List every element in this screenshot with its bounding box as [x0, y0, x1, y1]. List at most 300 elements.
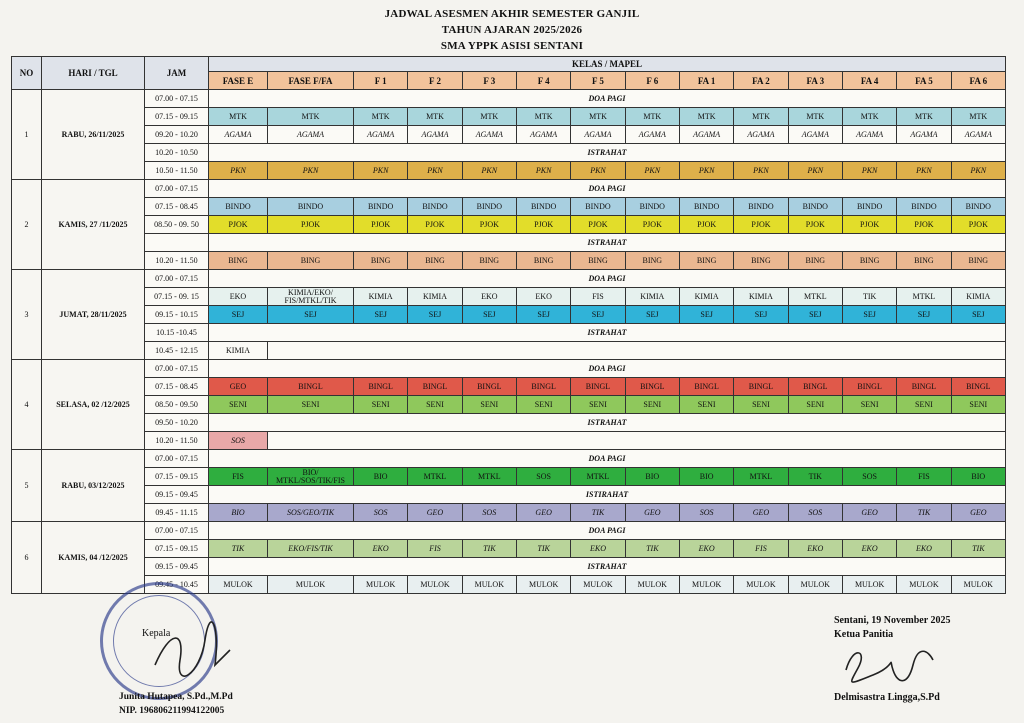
subject-cell: MULOK — [625, 576, 679, 594]
subject-cell: SEJ — [842, 306, 896, 324]
col-header-no: NO — [12, 57, 42, 90]
subject-cell: PKN — [625, 162, 679, 180]
time-slot: 09.15 - 09.45 — [145, 486, 209, 504]
schedule-row — [12, 288, 1006, 306]
subject-cell: BINDO — [209, 198, 268, 216]
subject-cell: KIMIA — [734, 288, 788, 306]
class-header: F 6 — [625, 72, 679, 90]
subject-cell: KIMIA — [625, 288, 679, 306]
col-header-jam: JAM — [145, 57, 209, 90]
subject-cell: SEJ — [679, 306, 733, 324]
subject-cell: GEO — [408, 504, 462, 522]
class-header: F 4 — [516, 72, 570, 90]
committee-signature — [838, 640, 938, 690]
day-date: SELASA, 02 /12/2025 — [42, 360, 145, 450]
subject-cell: MULOK — [268, 576, 354, 594]
subject-cell: TIK — [571, 504, 625, 522]
break-label: DOA PAGI — [209, 90, 1006, 108]
time-slot: 10.15 -10.45 — [145, 324, 209, 342]
subject-cell: TIK — [625, 540, 679, 558]
time-slot: 10.20 - 11.50 — [145, 252, 209, 270]
subject-cell: SEJ — [408, 306, 462, 324]
subject-cell: GEO — [209, 378, 268, 396]
subject-cell: PKN — [679, 162, 733, 180]
subject-cell: SEJ — [625, 306, 679, 324]
schedule-row — [12, 126, 1006, 144]
schedule-row — [12, 180, 1006, 198]
subject-cell: SOS — [516, 468, 570, 486]
subject-cell: MTK — [734, 108, 788, 126]
place-date: Sentani, 19 November 2025 — [834, 615, 951, 626]
subject-cell: MULOK — [788, 576, 842, 594]
subject-cell: PKN — [897, 162, 951, 180]
subject-cell: BINGL — [408, 378, 462, 396]
time-slot: 10.20 - 10.50 — [145, 144, 209, 162]
subject-cell: BINDO — [354, 198, 408, 216]
time-slot: 07.00 - 07.15 — [145, 180, 209, 198]
schedule-table — [11, 56, 1006, 594]
subject-cell: MTK — [516, 108, 570, 126]
subject-cell: AGAMA — [625, 126, 679, 144]
subject-cell: GEO — [516, 504, 570, 522]
schedule-row — [12, 216, 1006, 234]
subject-cell: KIMIA — [408, 288, 462, 306]
time-slot: 09.20 - 10.20 — [145, 126, 209, 144]
subject-cell: EKO — [788, 540, 842, 558]
time-slot: 07.15 - 08.45 — [145, 198, 209, 216]
schedule-row — [12, 504, 1006, 522]
time-slot: 10.45 - 12.15 — [145, 342, 209, 360]
subject-cell: MTK — [788, 108, 842, 126]
subject-cell: KIMIA — [354, 288, 408, 306]
subject-cell: MTK — [268, 108, 354, 126]
schedule-row — [12, 432, 1006, 450]
break-label: ISTRAHAT — [209, 558, 1006, 576]
schedule-row — [12, 162, 1006, 180]
class-header: FA 6 — [951, 72, 1005, 90]
day-date: KAMIS, 04 /12/2025 — [42, 522, 145, 594]
subject-cell: BINDO — [734, 198, 788, 216]
subject-cell: MULOK — [209, 576, 268, 594]
subject-cell: PJOK — [209, 216, 268, 234]
subject-cell: BINDO — [788, 198, 842, 216]
subject-cell: PKN — [354, 162, 408, 180]
subject-cell: BING — [408, 252, 462, 270]
class-header: FA 1 — [679, 72, 733, 90]
subject-cell: PJOK — [462, 216, 516, 234]
subject-cell: BING — [354, 252, 408, 270]
subject-cell: SEJ — [516, 306, 570, 324]
subject-cell: EKO — [354, 540, 408, 558]
subject-cell: SEJ — [209, 306, 268, 324]
schedule-row — [12, 378, 1006, 396]
subject-cell: SOS — [209, 432, 268, 450]
subject-cell: BIO — [354, 468, 408, 486]
schedule-row — [12, 414, 1006, 432]
subject-cell: SEJ — [571, 306, 625, 324]
title-line-2: TAHUN AJARAN 2025/2026 — [441, 24, 583, 36]
subject-cell: TIK — [897, 504, 951, 522]
subject-cell: GEO — [734, 504, 788, 522]
subject-cell: AGAMA — [897, 126, 951, 144]
schedule-row — [12, 270, 1006, 288]
subject-cell: SEJ — [788, 306, 842, 324]
subject-cell: BIO — [625, 468, 679, 486]
subject-cell: MULOK — [571, 576, 625, 594]
subject-cell: SOS — [462, 504, 516, 522]
schedule-row — [12, 540, 1006, 558]
subject-cell: EKO — [842, 540, 896, 558]
subject-cell: BINGL — [516, 378, 570, 396]
subject-cell: TIK — [209, 540, 268, 558]
subject-cell: PJOK — [571, 216, 625, 234]
principal-name: Junita Hutapea, S.Pd.,M.Pd — [119, 692, 233, 702]
class-header: FA 5 — [897, 72, 951, 90]
schedule-row — [12, 90, 1006, 108]
subject-cell: PKN — [788, 162, 842, 180]
class-header: F 3 — [462, 72, 516, 90]
schedule-row — [12, 522, 1006, 540]
subject-cell: SENI — [788, 396, 842, 414]
subject-cell: AGAMA — [462, 126, 516, 144]
subject-cell: PJOK — [354, 216, 408, 234]
subject-cell: AGAMA — [516, 126, 570, 144]
subject-cell: SENI — [571, 396, 625, 414]
subject-cell: KIMIA/EKO/ FIS/MTKL/TIK — [268, 288, 354, 306]
class-header: FASE E — [209, 72, 268, 90]
subject-cell: PJOK — [625, 216, 679, 234]
subject-cell: TIK — [951, 540, 1005, 558]
time-slot: 09.15 - 10.15 — [145, 306, 209, 324]
empty-cell — [268, 342, 1006, 360]
principal-title: Kepala — [142, 628, 171, 639]
subject-cell: BINGL — [842, 378, 896, 396]
time-slot: 09.45 - 11.15 — [145, 504, 209, 522]
subject-cell: MTK — [679, 108, 733, 126]
subject-cell: PKN — [408, 162, 462, 180]
break-label: DOA PAGI — [209, 450, 1006, 468]
subject-cell: BINDO — [268, 198, 354, 216]
class-header: F 1 — [354, 72, 408, 90]
time-slot: 09.50 - 10.20 — [145, 414, 209, 432]
subject-cell: FIS — [571, 288, 625, 306]
subject-cell: BINDO — [516, 198, 570, 216]
schedule-row — [12, 396, 1006, 414]
subject-cell: BINGL — [571, 378, 625, 396]
subject-cell: MTK — [354, 108, 408, 126]
subject-cell: FIS — [897, 468, 951, 486]
subject-cell: BIO — [209, 504, 268, 522]
time-slot: 07.15 - 08.45 — [145, 378, 209, 396]
subject-cell: AGAMA — [408, 126, 462, 144]
subject-cell: AGAMA — [788, 126, 842, 144]
subject-cell: TIK — [842, 288, 896, 306]
subject-cell: MTKL — [734, 468, 788, 486]
title-line-1: JADWAL ASESMEN AKHIR SEMESTER GANJIL — [384, 8, 640, 20]
subject-cell: MULOK — [679, 576, 733, 594]
time-slot: 07.15 - 09.15 — [145, 540, 209, 558]
time-slot: 07.00 - 07.15 — [145, 90, 209, 108]
subject-cell: KIMIA — [209, 342, 268, 360]
subject-cell: BINGL — [268, 378, 354, 396]
schedule-row — [12, 324, 1006, 342]
subject-cell: AGAMA — [734, 126, 788, 144]
subject-cell: BING — [209, 252, 268, 270]
subject-cell: SOS — [354, 504, 408, 522]
schedule-row — [12, 558, 1006, 576]
subject-cell: SENI — [354, 396, 408, 414]
subject-cell: BINDO — [625, 198, 679, 216]
time-slot: 10.50 - 11.50 — [145, 162, 209, 180]
subject-cell: AGAMA — [209, 126, 268, 144]
day-number: 1 — [12, 90, 42, 180]
subject-cell: BINGL — [625, 378, 679, 396]
subject-cell: MULOK — [897, 576, 951, 594]
schedule-row — [12, 234, 1006, 252]
subject-cell: MTKL — [897, 288, 951, 306]
principal-signature — [145, 620, 235, 680]
subject-cell: BING — [268, 252, 354, 270]
schedule-row — [12, 450, 1006, 468]
subject-cell: SENI — [625, 396, 679, 414]
subject-cell: SOS — [788, 504, 842, 522]
time-slot: 08.50 - 09.50 — [145, 396, 209, 414]
subject-cell: PKN — [842, 162, 896, 180]
subject-cell: PJOK — [842, 216, 896, 234]
col-header-day: HARI / TGL — [42, 57, 145, 90]
subject-cell: MULOK — [516, 576, 570, 594]
break-label: ISTRAHAT — [209, 324, 1006, 342]
committee-name: Delmisastra Lingga,S.Pd — [834, 692, 940, 703]
subject-cell: FIS — [734, 540, 788, 558]
subject-cell: BING — [462, 252, 516, 270]
subject-cell: KIMIA — [951, 288, 1005, 306]
subject-cell: MTKL — [408, 468, 462, 486]
subject-cell: GEO — [842, 504, 896, 522]
subject-cell: MTK — [951, 108, 1005, 126]
schedule-body — [12, 90, 1006, 594]
subject-cell: SEJ — [268, 306, 354, 324]
break-label: DOA PAGI — [209, 522, 1006, 540]
subject-cell: SEJ — [462, 306, 516, 324]
subject-cell: PKN — [571, 162, 625, 180]
subject-cell: MTKL — [788, 288, 842, 306]
subject-cell: MTK — [462, 108, 516, 126]
subject-cell: BINDO — [897, 198, 951, 216]
subject-cell: AGAMA — [842, 126, 896, 144]
subject-cell: SENI — [951, 396, 1005, 414]
subject-cell: PJOK — [516, 216, 570, 234]
class-header: F 2 — [408, 72, 462, 90]
subject-cell: PJOK — [268, 216, 354, 234]
subject-cell: BING — [679, 252, 733, 270]
subject-cell: MTK — [408, 108, 462, 126]
subject-cell: MTK — [625, 108, 679, 126]
subject-cell: MULOK — [408, 576, 462, 594]
subject-cell: AGAMA — [268, 126, 354, 144]
class-header: FA 2 — [734, 72, 788, 90]
subject-cell: BINGL — [788, 378, 842, 396]
subject-cell: MULOK — [842, 576, 896, 594]
time-slot: 07.00 - 07.15 — [145, 360, 209, 378]
break-label: ISTRAHAT — [209, 414, 1006, 432]
subject-cell: EKO — [897, 540, 951, 558]
subject-cell: BIO/ MTKL/SOS/TIK/FIS — [268, 468, 354, 486]
break-label: DOA PAGI — [209, 270, 1006, 288]
subject-cell: SOS — [842, 468, 896, 486]
time-slot — [145, 234, 209, 252]
subject-cell: BING — [571, 252, 625, 270]
subject-cell: BING — [734, 252, 788, 270]
subject-cell: SEJ — [951, 306, 1005, 324]
subject-cell: FIS — [209, 468, 268, 486]
subject-cell: BINGL — [897, 378, 951, 396]
subject-cell: EKO — [462, 288, 516, 306]
subject-cell: BINGL — [734, 378, 788, 396]
class-header: FA 3 — [788, 72, 842, 90]
class-header: FA 4 — [842, 72, 896, 90]
subject-cell: MULOK — [354, 576, 408, 594]
subject-cell: PJOK — [788, 216, 842, 234]
subject-cell: SENI — [679, 396, 733, 414]
time-slot: 09.15 - 09.45 — [145, 558, 209, 576]
col-header-group: KELAS / MAPEL — [209, 57, 1006, 72]
subject-cell: FIS — [408, 540, 462, 558]
subject-cell: BINGL — [354, 378, 408, 396]
committee-title: Ketua Panitia — [834, 629, 894, 640]
time-slot: 08.50 - 09. 50 — [145, 216, 209, 234]
principal-nip: NIP. 196806211994122005 — [119, 706, 225, 716]
subject-cell: BINDO — [951, 198, 1005, 216]
subject-cell: TIK — [788, 468, 842, 486]
subject-cell: MULOK — [951, 576, 1005, 594]
subject-cell: TIK — [516, 540, 570, 558]
day-date: RABU, 26/11/2025 — [42, 90, 145, 180]
subject-cell: BING — [516, 252, 570, 270]
subject-cell: SENI — [209, 396, 268, 414]
subject-cell: MTK — [842, 108, 896, 126]
subject-cell: SENI — [268, 396, 354, 414]
subject-cell: SEJ — [354, 306, 408, 324]
class-header: F 5 — [571, 72, 625, 90]
day-number: 6 — [12, 522, 42, 594]
subject-cell: SENI — [897, 396, 951, 414]
subject-cell: SOS — [679, 504, 733, 522]
subject-cell: BINDO — [571, 198, 625, 216]
subject-cell: SEJ — [734, 306, 788, 324]
time-slot: 07.15 - 09. 15 — [145, 288, 209, 306]
subject-cell: BING — [842, 252, 896, 270]
time-slot: 07.15 - 09.15 — [145, 108, 209, 126]
subject-cell: EKO — [571, 540, 625, 558]
break-label: DOA PAGI — [209, 180, 1006, 198]
schedule-row — [12, 468, 1006, 486]
subject-cell: BINGL — [462, 378, 516, 396]
subject-cell: SENI — [408, 396, 462, 414]
subject-cell: MTKL — [462, 468, 516, 486]
schedule-row — [12, 252, 1006, 270]
break-label: ISTRAHAT — [209, 144, 1006, 162]
subject-cell: GEO — [625, 504, 679, 522]
subject-cell: PJOK — [734, 216, 788, 234]
schedule-row — [12, 144, 1006, 162]
subject-cell: PJOK — [951, 216, 1005, 234]
subject-cell: AGAMA — [354, 126, 408, 144]
schedule-row — [12, 486, 1006, 504]
schedule-row — [12, 108, 1006, 126]
break-label: ISTRAHAT — [209, 234, 1006, 252]
subject-cell: SENI — [462, 396, 516, 414]
subject-cell: BING — [897, 252, 951, 270]
subject-cell: SENI — [842, 396, 896, 414]
subject-cell: EKO — [516, 288, 570, 306]
day-date: KAMIS, 27 /11/2025 — [42, 180, 145, 270]
subject-cell: SENI — [516, 396, 570, 414]
time-slot: 07.00 - 07.15 — [145, 270, 209, 288]
subject-cell: EKO/FIS/TIK — [268, 540, 354, 558]
subject-cell: AGAMA — [571, 126, 625, 144]
day-number: 3 — [12, 270, 42, 360]
subject-cell: PKN — [268, 162, 354, 180]
subject-cell: KIMIA — [679, 288, 733, 306]
subject-cell: MTKL — [571, 468, 625, 486]
subject-cell: PKN — [951, 162, 1005, 180]
day-date: JUMAT, 28/11/2025 — [42, 270, 145, 360]
time-slot: 10.20 - 11.50 — [145, 432, 209, 450]
subject-cell: BIO — [679, 468, 733, 486]
title-line-3: SMA YPPK ASISI SENTANI — [440, 40, 584, 52]
subject-cell: GEO — [951, 504, 1005, 522]
subject-cell: BINDO — [679, 198, 733, 216]
empty-cell — [268, 432, 1006, 450]
class-header: FASE F/FA — [268, 72, 354, 90]
subject-cell: PKN — [209, 162, 268, 180]
subject-cell: BINDO — [842, 198, 896, 216]
break-label: ISTIRAHAT — [209, 486, 1006, 504]
day-date: RABU, 03/12/2025 — [42, 450, 145, 522]
subject-cell: MTK — [897, 108, 951, 126]
break-label: DOA PAGI — [209, 360, 1006, 378]
schedule-row — [12, 198, 1006, 216]
subject-cell: PKN — [734, 162, 788, 180]
subject-cell: EKO — [679, 540, 733, 558]
subject-cell: PJOK — [408, 216, 462, 234]
day-number: 2 — [12, 180, 42, 270]
subject-cell: BING — [951, 252, 1005, 270]
subject-cell: BINDO — [408, 198, 462, 216]
subject-cell: BINGL — [679, 378, 733, 396]
subject-cell: BINDO — [462, 198, 516, 216]
subject-cell: EKO — [209, 288, 268, 306]
time-slot: 07.00 - 07.15 — [145, 522, 209, 540]
schedule-row — [12, 360, 1006, 378]
subject-cell: PKN — [516, 162, 570, 180]
subject-cell: SEJ — [897, 306, 951, 324]
subject-cell: BING — [788, 252, 842, 270]
time-slot: 07.00 - 07.15 — [145, 450, 209, 468]
subject-cell: PKN — [462, 162, 516, 180]
subject-cell: MTK — [571, 108, 625, 126]
subject-cell: SOS/GEO/TIK — [268, 504, 354, 522]
subject-cell: MULOK — [462, 576, 516, 594]
subject-cell: MTK — [209, 108, 268, 126]
schedule-row — [12, 306, 1006, 324]
day-number: 4 — [12, 360, 42, 450]
time-slot: 09.45 - 10.45 — [145, 576, 209, 594]
time-slot: 07.15 - 09.15 — [145, 468, 209, 486]
subject-cell: PJOK — [897, 216, 951, 234]
subject-cell: SENI — [734, 396, 788, 414]
